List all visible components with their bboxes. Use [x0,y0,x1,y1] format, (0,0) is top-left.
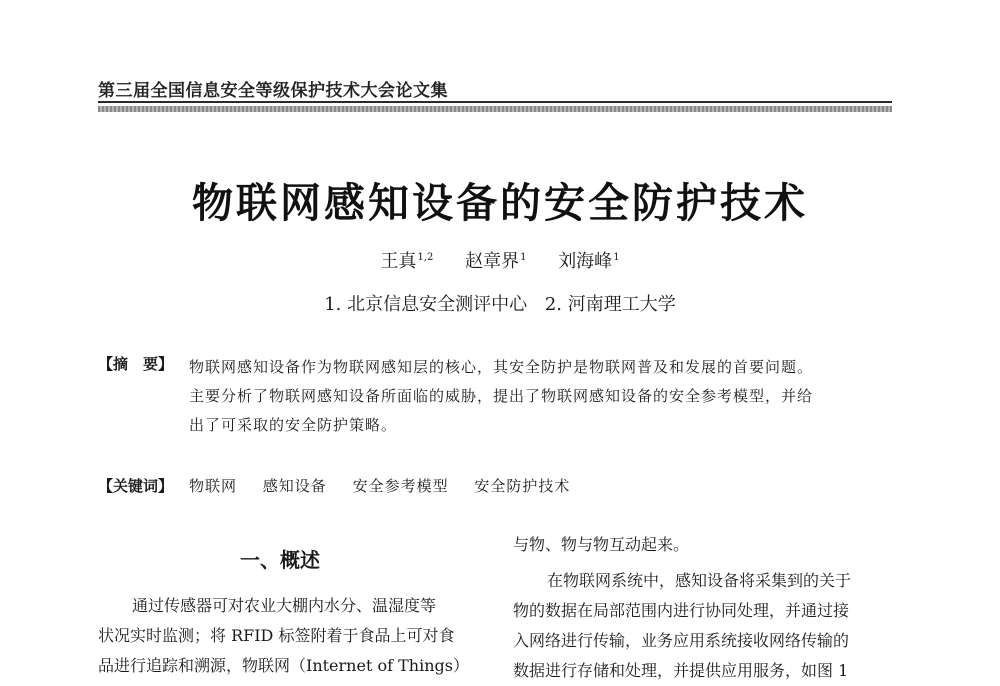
keyword: 感知设备 [262,477,327,495]
body-line: 入网络进行传输，业务应用系统接收网络传输的 [513,631,850,650]
affiliation: 2. 河南理工大学 [544,294,676,315]
abstract-line: 物联网感知设备作为物联网感知层的核心，其安全防护是物联网普及和发展的首要问题。 [189,358,814,376]
body-line: 数据进行存储和处理，并提供应用服务，如图 1 [513,661,849,680]
body-line: 状况实时监测；将 RFID 标签附着于食品上可对食 [98,626,455,645]
affiliations [0,290,1000,316]
running-head: 第三届全国信息安全等级保护技术大会论文集 [98,81,448,101]
abstract-label: 【摘 要】 [98,355,174,373]
keyword: 安全防护技术 [474,477,571,495]
author: 赵章界$^1$ [465,251,527,272]
keyword: 安全参考模型 [352,477,449,495]
body-line: 品进行追踪和溯源，物联网（Internet of Things） [98,656,469,675]
author: 王真$^{1,2}$ [380,251,434,272]
abstract-line: 出了可采取的安全防护策略。 [189,416,398,434]
abstract-text [189,353,889,440]
body-line: 在物联网系统中，感知设备将采集到的关于 [547,571,852,590]
header-rule-thin [98,101,892,103]
keywords-label: 【关键词】 [98,477,174,495]
affiliation: 1. 北京信息安全测评中心 [324,294,528,315]
keyword: 物联网 [189,477,238,495]
header-rule-thick [98,106,892,112]
section-heading: 一、概述 [240,548,320,572]
body-line: 通过传感器可对农业大棚内水分、温湿度等 [132,596,437,615]
body-line: 与物、物与物互动起来。 [513,535,690,554]
author: 刘海峰$^1$ [558,251,620,272]
author-list [0,247,1000,273]
abstract-line: 主要分析了物联网感知设备所面临的威胁，提出了物联网感知设备的安全参考模型，并给 [189,387,814,405]
left-column-text [98,591,480,681]
body-line: 物的数据在局部范围内进行协同处理，并通过接 [513,601,850,620]
right-column-text [513,530,893,686]
paper-title: 物联网感知设备的安全防护技术 [192,179,808,227]
keywords-list [189,475,590,496]
